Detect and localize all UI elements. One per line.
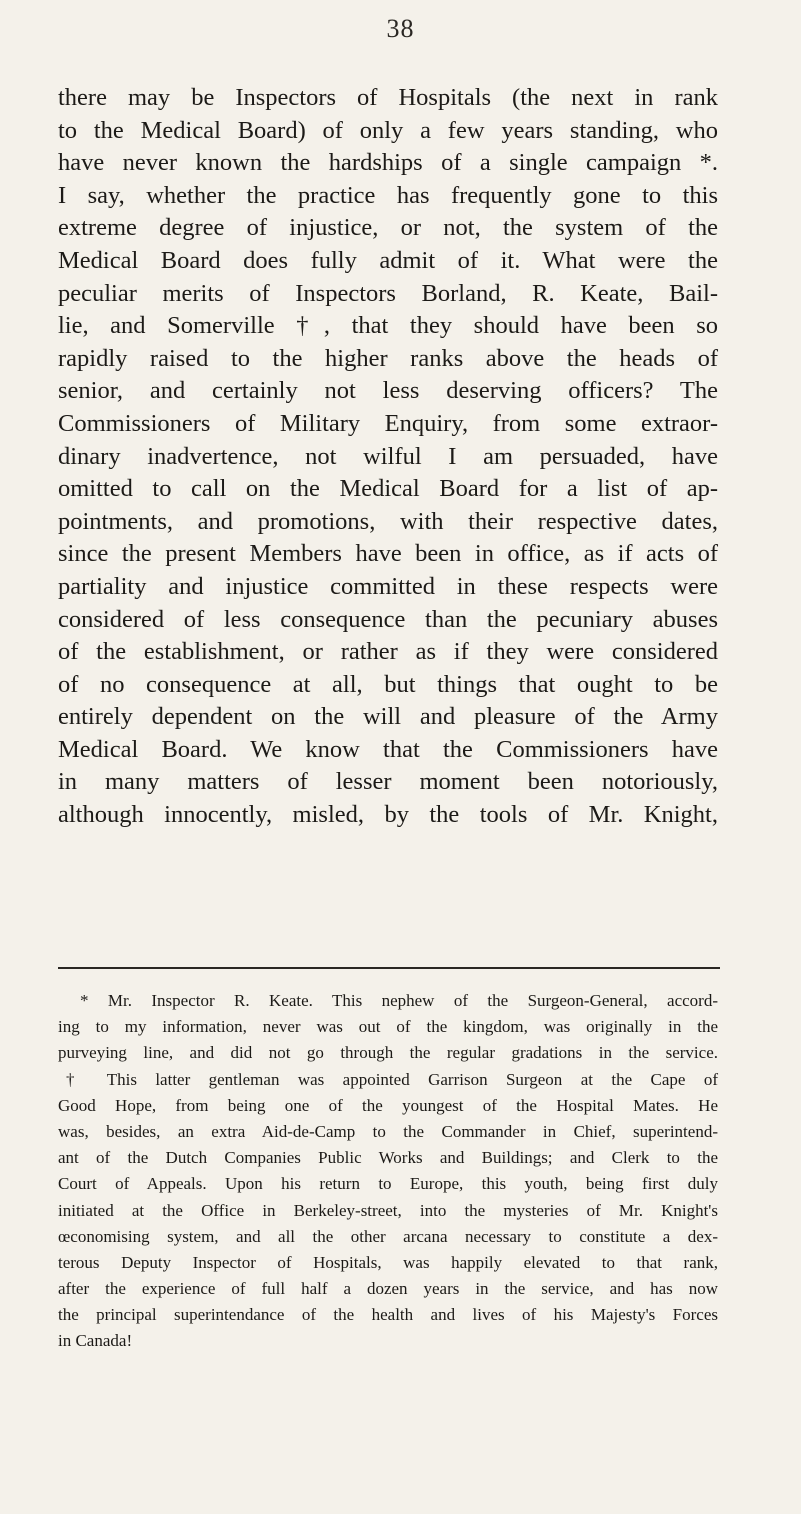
footnote-line: initiated at the Office in Berkeley-street, into the mysteries of Mr. Knight's (58, 1200, 718, 1220)
text-line: extreme degree of injustice, or not, the system of the (58, 214, 718, 242)
footnote-line: was, besides, an extra Aid-de-Camp to the Commander in Chief, superintend- (58, 1121, 718, 1141)
footnote-line: † This latter gentleman was appointed Garrison Surgeon at the Cape of (66, 1069, 718, 1089)
footnote-line: Good Hope, from being one of the youngest of the Hospital Mates. He (58, 1095, 718, 1115)
text-line: to the Medical Board) of only a few years standing, who (58, 116, 718, 144)
text-line: although innocently, misled, by the tools of Mr. Knight, (58, 801, 718, 829)
text-line: Commissioners of Military Enquiry, from some extraor- (58, 409, 718, 437)
footnote-line: Court of Appeals. Upon his return to Europe, this youth, being first duly (58, 1174, 718, 1194)
text-line: Medical Board does fully admit of it. What were the (58, 246, 718, 274)
main-text (58, 82, 718, 832)
footnote-line: purveying line, and did not go through the regular gradations in the service. (58, 1043, 718, 1063)
page-number: 38 (386, 14, 415, 43)
footnote-line: in Canada! (58, 1331, 133, 1351)
text-line: of no consequence at all, but things that ought to be (58, 670, 718, 698)
text-line: omitted to call on the Medical Board for a list of ap- (58, 475, 718, 503)
footnote-line: terous Deputy Inspector of Hospitals, was happily elevated to that rank, (58, 1252, 718, 1272)
text-line: I say, whether the practice has frequently gone to this (58, 181, 718, 209)
text-line: lie, and Somerville †, that they should have been so (58, 312, 718, 340)
text-line: of the establishment, or rather as if they were considered (58, 638, 718, 666)
footnote-line: ing to my information, never was out of the kingdom, was originally in the (58, 1017, 718, 1037)
text-line: pointments, and promotions, with their respective dates, (58, 507, 718, 535)
footnote-divider (58, 967, 720, 969)
text-line: there may be Inspectors of Hospitals (the next in rank (58, 84, 718, 111)
text-line: peculiar merits of Inspectors Borland, R. Keate, Bail- (58, 279, 718, 307)
text-line: dinary inadvertence, not wilful I am persuaded, have (58, 442, 718, 470)
text-line: senior, and certainly not less deserving officers? The (58, 377, 718, 405)
text-line: entirely dependent on the will and pleasure of the Army (58, 703, 718, 731)
footnote-line: the principal superintendance of the health and lives of his Majesty's Forces (58, 1305, 718, 1325)
footnote-line: after the experience of full half a dozen years in the service, and has now (58, 1279, 718, 1299)
text-line: considered of less consequence than the pecuniary abuses (58, 605, 718, 633)
text-line: in many matters of lesser moment been notoriously, (58, 768, 718, 796)
text-line: partiality and injustice committed in these respects were (58, 572, 718, 600)
text-line: Medical Board. We know that the Commissioners have (58, 735, 718, 763)
text-line: have never known the hardships of a single campaign *. (58, 149, 718, 177)
footnote-line: * Mr. Inspector R. Keate. This nephew of the Surgeon-General, accord- (80, 991, 718, 1010)
text-line: rapidly raised to the higher ranks above the heads of (58, 344, 718, 372)
footnote-line: œconomising system, and all the other arcana necessary to constitute a dex- (58, 1226, 718, 1246)
footnotes (58, 988, 718, 1355)
text-line: since the present Members have been in office, as if acts of (58, 540, 718, 568)
footnote-line: ant of the Dutch Companies Public Works and Buildings; and Clerk to the (58, 1148, 718, 1168)
